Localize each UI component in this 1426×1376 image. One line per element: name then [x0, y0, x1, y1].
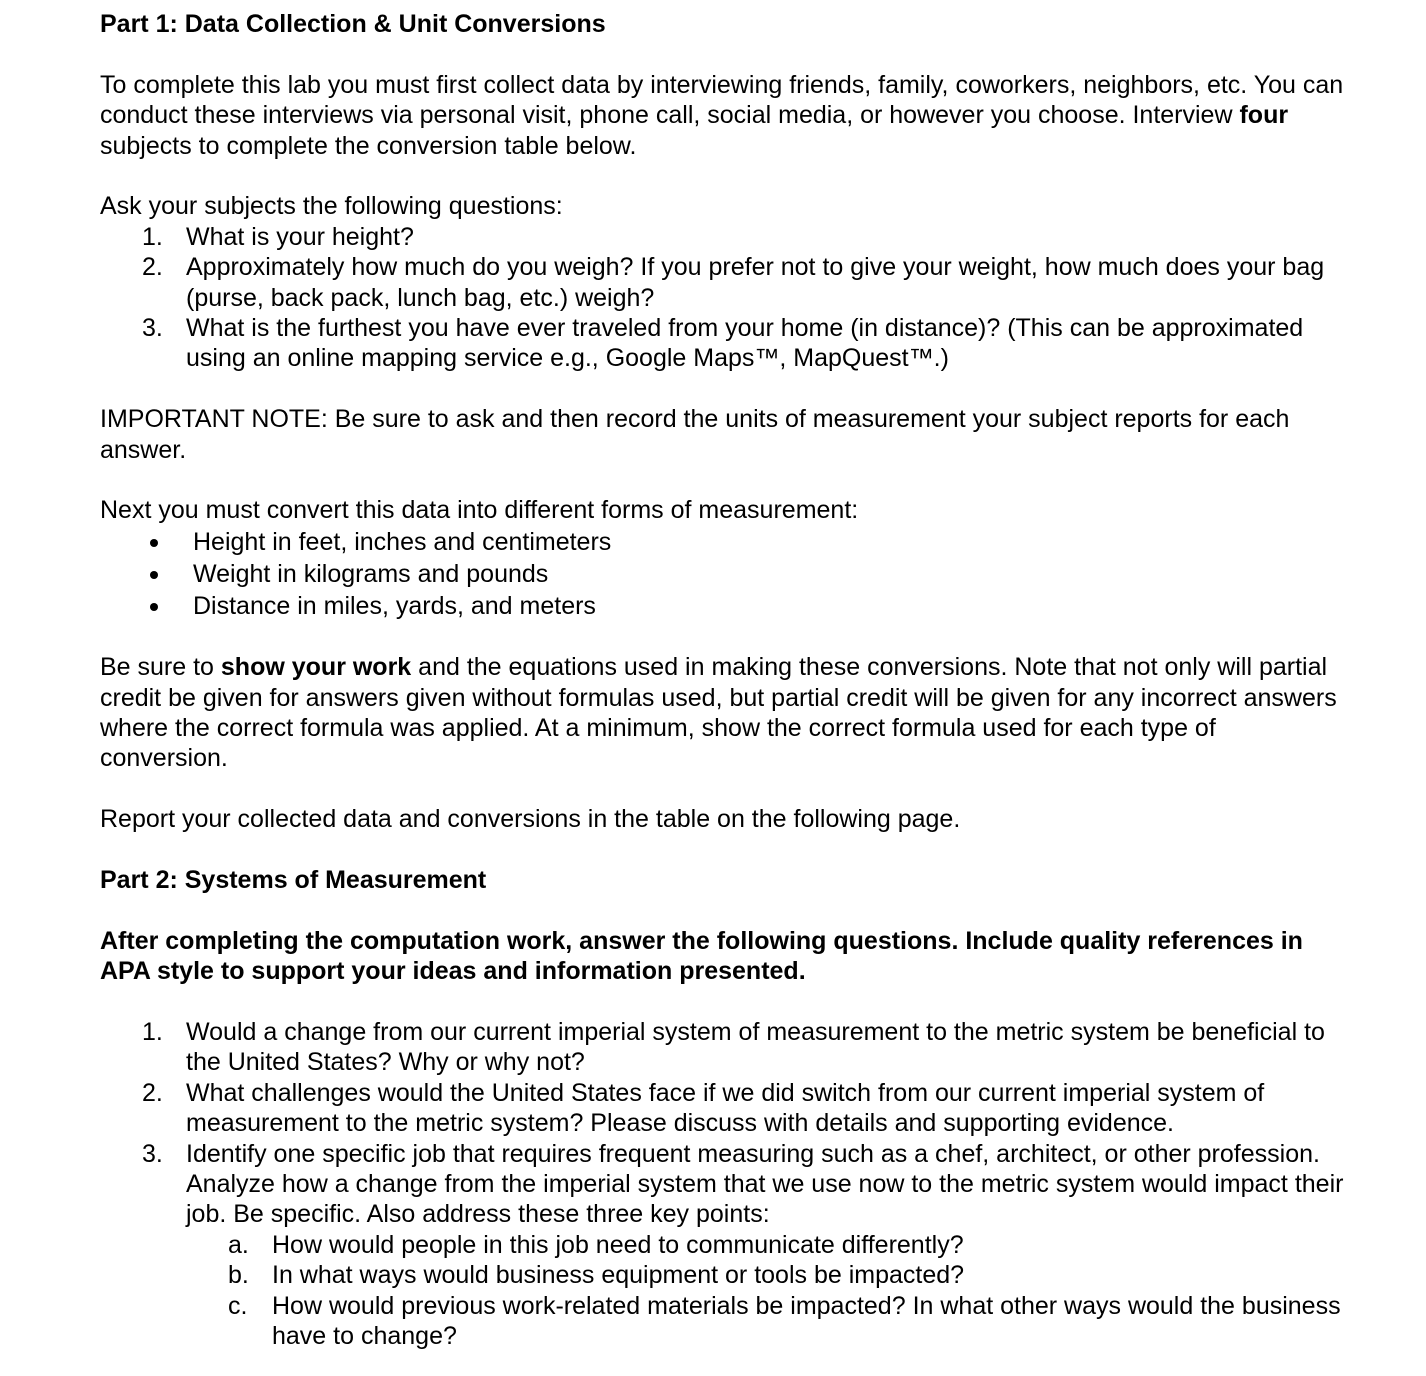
list-item: 3. Identify one specific job that requires frequent measuring such as a chef, architect, or other profession. Analyze how a change from the imperial system that we use now to the metric system would impact their job. Be specific. Also address these three key points: a. How would people in this job need to communicate differently? b. In what ways would business equipment or tools be impacted? c. How would previous work-related materials be impacted? In what other ways would the business have to change? — [100, 1139, 1350, 1352]
list-item: 2. Approximately how much do you weigh? If you prefer not to give your weight, how much does your bag (purse, back pack, lunch bag, etc.) weigh? — [142, 253, 1325, 312]
important-note: IMPORTANT NOTE: Be sure to ask and then record the units of measurement your subject reports for each answer. — [100, 405, 1290, 464]
questions-intro: Ask your subjects the following questions: — [100, 192, 563, 221]
conversion-list — [100, 526, 1350, 622]
list-item: 2. What challenges would the United States face if we did switch from our current imperial system of measurement to the metric system? Please discuss with details and supporting evidence. — [142, 1078, 1265, 1138]
part2-heading: Part 2: Systems of Measurement — [100, 866, 487, 895]
list-item: a. How would people in this job need to communicate differently? — [228, 1230, 964, 1259]
part1-heading: Part 1: Data Collection & Unit Conversions — [100, 10, 606, 38]
list-item: 1. What is your height? — [142, 222, 414, 251]
bullet-icon — [150, 571, 158, 579]
part2-instructions: After completing the computation work, answer the following questions. Include quality references in APA style to support your ideas and information presented. — [100, 926, 1303, 986]
discussion-questions-list — [100, 1017, 1350, 1351]
interview-questions-list — [100, 222, 1350, 374]
bullet-icon — [150, 603, 158, 611]
report-paragraph: Report your collected data and conversions in the table on the following page. — [100, 805, 961, 834]
list-item: 1. Would a change from our current imperial system of measurement to the metric system be beneficial to the United States? Why or why not? — [142, 1018, 1325, 1077]
convert-intro: Next you must convert this data into different forms of measurement: — [100, 496, 859, 525]
key-points-list — [186, 1230, 1350, 1352]
show-work-paragraph: Be sure to show your work and the equations used in making these conversions. Note that not only will partial credit be given for answers given without formulas used, but partial credit will be given for any incorrect answers where the correct formula was applied. At a minimum, show the correct formula used for each type of conversion. — [100, 653, 1337, 773]
bullet-icon — [150, 539, 158, 547]
list-item: b. In what ways would business equipment or tools be impacted? — [228, 1261, 965, 1290]
list-item: Distance in miles, yards, and meters — [100, 590, 1350, 622]
list-item: Height in feet, inches and centimeters — [100, 526, 1350, 558]
document-page — [100, 9, 1350, 1352]
list-item: 3. What is the furthest you have ever traveled from your home (in distance)? (This can be approximated using an online mapping service e.g., Google Maps™, MapQuest™.) — [142, 314, 1304, 373]
list-item: Weight in kilograms and pounds — [100, 558, 1350, 590]
part1-intro: To complete this lab you must first collect data by interviewing friends, family, coworkers, neighbors, etc. You can conduct these interviews via personal visit, phone call, social media, or however you choose. Interview four subjects to complete the conversion table below. — [100, 70, 1344, 160]
list-item: c. How would previous work-related materials be impacted? In what other ways would the business have to change? — [228, 1291, 1341, 1351]
